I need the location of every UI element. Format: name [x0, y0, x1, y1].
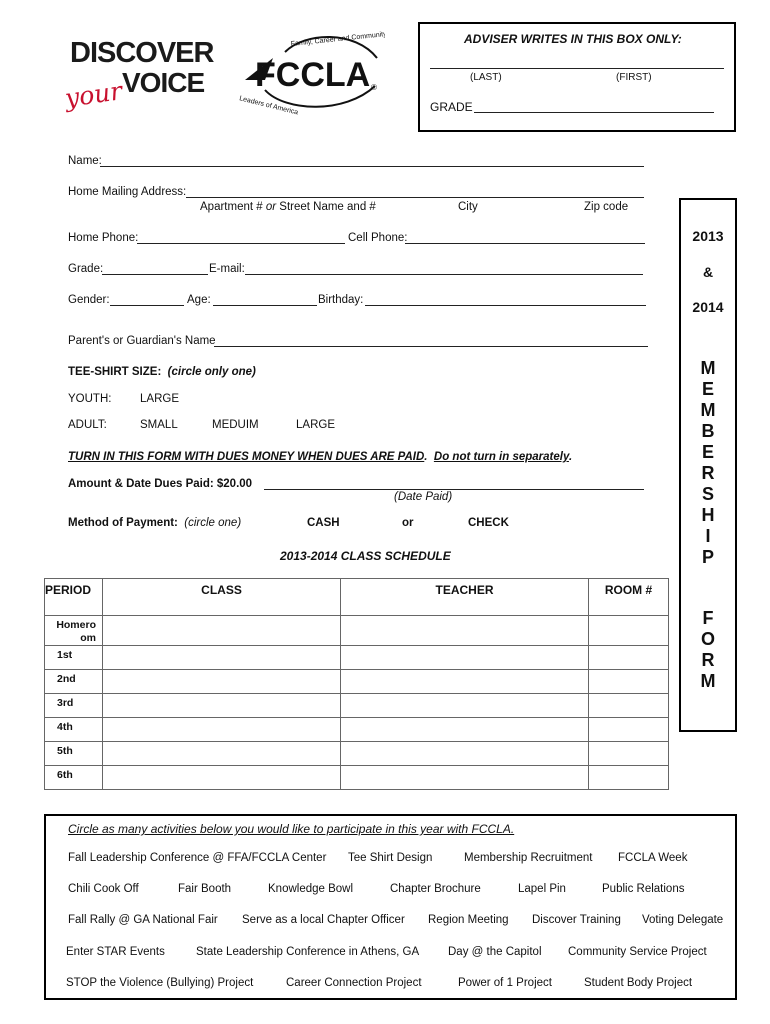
home-phone-field[interactable]: [137, 243, 345, 244]
room-header: ROOM #: [589, 579, 669, 616]
teacher-cell[interactable]: [341, 646, 589, 670]
period-homeroom: Homero om: [45, 616, 103, 646]
membership-letter: M: [700, 400, 716, 420]
class-cell[interactable]: [103, 766, 341, 790]
membership-letter: M: [700, 358, 716, 378]
membership-letter: S: [701, 484, 714, 504]
activity-item[interactable]: FCCLA Week: [618, 852, 688, 864]
logo-discover-text: DISCOVER: [70, 37, 214, 69]
home-phone-label: Home Phone:: [68, 232, 139, 244]
activity-item[interactable]: Region Meeting: [428, 914, 509, 926]
gender-field[interactable]: [110, 305, 184, 306]
year-2014: 2014: [692, 299, 724, 315]
form-letter: R: [701, 650, 715, 670]
table-row: [45, 742, 669, 766]
youth-size-large[interactable]: LARGE: [140, 393, 179, 405]
fccla-arc-bottom-text: Leaders of America: [238, 95, 299, 116]
class-cell[interactable]: [103, 718, 341, 742]
adviser-grade-label: GRADE: [430, 100, 473, 114]
logo-voice-text: VOICE: [122, 67, 205, 98]
class-schedule-table: [44, 578, 669, 790]
date-paid-field[interactable]: [264, 489, 644, 490]
tshirt-title: TEE-SHIRT SIZE: (circle only one): [68, 366, 256, 378]
teacher-header: TEACHER: [341, 579, 589, 616]
activity-item[interactable]: Knowledge Bowl: [268, 883, 354, 895]
period-5th: 5th: [45, 742, 103, 766]
adviser-box-title: ADVISER WRITES IN THIS BOX ONLY:: [464, 32, 682, 46]
activity-item[interactable]: Membership Recruitment: [464, 852, 593, 864]
class-cell[interactable]: [103, 670, 341, 694]
adviser-name-line[interactable]: [430, 68, 724, 69]
adviser-box: [418, 22, 736, 132]
table-row: [45, 766, 669, 790]
date-paid-hint: (Date Paid): [394, 491, 453, 503]
first-label: (FIRST): [616, 72, 652, 83]
table-row: [45, 670, 669, 694]
membership-letter: E: [701, 442, 714, 462]
city-hint: City: [458, 201, 478, 213]
room-cell[interactable]: [589, 670, 669, 694]
activity-item[interactable]: Serve as a local Chapter Officer: [242, 914, 405, 926]
period-3rd: 3rd: [45, 694, 103, 718]
class-cell[interactable]: [103, 646, 341, 670]
fccla-logo: [225, 28, 385, 116]
room-cell[interactable]: [589, 694, 669, 718]
last-label: (LAST): [470, 72, 502, 83]
adult-size-medium[interactable]: MEDUIM: [212, 419, 259, 431]
email-field[interactable]: [245, 274, 643, 275]
payment-method-label: Method of Payment: (circle one): [68, 517, 242, 529]
table-row: [45, 694, 669, 718]
class-cell[interactable]: [103, 742, 341, 766]
address-label: Home Mailing Address:: [68, 186, 187, 198]
room-cell[interactable]: [589, 718, 669, 742]
activity-item[interactable]: Power of 1 Project: [458, 977, 552, 989]
membership-letter: B: [701, 421, 715, 441]
membership-letter: I: [705, 526, 711, 546]
activities-box: [44, 814, 737, 1000]
year-ampersand: &: [702, 264, 714, 280]
activity-item[interactable]: Fair Booth: [178, 883, 232, 895]
membership-letter: H: [701, 505, 715, 525]
form-letter: M: [700, 671, 716, 691]
activity-item[interactable]: Fall Leadership Conference @ FFA/FCCLA Center: [68, 852, 327, 864]
cell-phone-field[interactable]: [405, 243, 645, 244]
activity-item[interactable]: Discover Training: [532, 914, 621, 926]
room-cell[interactable]: [589, 742, 669, 766]
activities-title: Circle as many activities below you would like to participate in this year with FCCLA.: [68, 822, 515, 836]
parent-field[interactable]: [214, 346, 648, 347]
membership-letter: R: [701, 463, 715, 483]
teacher-cell[interactable]: [341, 616, 589, 646]
email-label: E-mail:: [209, 263, 245, 275]
teacher-cell[interactable]: [341, 694, 589, 718]
activity-item[interactable]: Chapter Brochure: [390, 883, 481, 895]
form-letter: F: [702, 608, 714, 628]
name-label: Name:: [68, 155, 102, 167]
teacher-cell[interactable]: [341, 742, 589, 766]
adult-size-large[interactable]: LARGE: [296, 419, 335, 431]
address-field[interactable]: [186, 197, 644, 198]
activity-item[interactable]: Voting Delegate: [642, 914, 724, 926]
class-cell[interactable]: [103, 694, 341, 718]
adult-label: ADULT:: [68, 419, 107, 431]
logo-your-text: your: [63, 76, 124, 113]
payment-or: or: [402, 517, 414, 529]
class-header: CLASS: [103, 579, 341, 616]
class-cell[interactable]: [103, 616, 341, 646]
schedule-title: 2013-2014 CLASS SCHEDULE: [280, 549, 451, 563]
registered-mark: ®: [371, 83, 377, 92]
adult-size-small[interactable]: SMALL: [140, 419, 178, 431]
activity-item[interactable]: Enter STAR Events: [66, 946, 165, 958]
youth-label: YOUTH:: [68, 393, 112, 405]
room-cell[interactable]: [589, 616, 669, 646]
room-cell[interactable]: [589, 646, 669, 670]
membership-letter: P: [701, 547, 714, 567]
gender-label: Gender:: [68, 294, 110, 306]
membership-form-box: [679, 198, 737, 732]
period-6th: 6th: [45, 766, 103, 790]
form-letter: O: [700, 629, 715, 649]
payment-cash[interactable]: CASH: [307, 517, 340, 529]
teacher-cell[interactable]: [341, 670, 589, 694]
age-field[interactable]: [213, 305, 317, 306]
fccla-wordmark: FCCLA: [255, 56, 371, 94]
activity-item[interactable]: STOP the Violence (Bullying) Project: [66, 977, 254, 989]
apartment-hint: Apartment # or Street Name and #: [200, 201, 376, 213]
activity-item[interactable]: Community Service Project: [568, 946, 707, 958]
activity-item[interactable]: Lapel Pin: [518, 883, 566, 895]
period-2nd: 2nd: [45, 670, 103, 694]
age-label: Age:: [187, 294, 211, 306]
adviser-grade-line[interactable]: [474, 112, 714, 113]
period-1st: 1st: [45, 646, 103, 670]
grade-field[interactable]: [102, 274, 208, 275]
table-row: [45, 616, 669, 646]
year-2013: 2013: [692, 228, 724, 244]
zip-hint: Zip code: [584, 201, 629, 213]
parent-label: Parent's or Guardian's Name: [68, 335, 216, 347]
fccla-arc-top-text: Family, Career and Community: [290, 30, 385, 48]
period-4th: 4th: [45, 718, 103, 742]
activity-item[interactable]: Chili Cook Off: [68, 883, 139, 895]
activity-item[interactable]: Student Body Project: [584, 977, 693, 989]
teacher-cell[interactable]: [341, 718, 589, 742]
period-header: PERIOD: [45, 579, 103, 616]
grade-label: Grade:: [68, 263, 104, 275]
teacher-cell[interactable]: [341, 766, 589, 790]
membership-letter: E: [701, 379, 714, 399]
payment-check[interactable]: CHECK: [468, 517, 509, 529]
activity-item[interactable]: Fall Rally @ GA National Fair: [68, 914, 218, 926]
room-cell[interactable]: [589, 766, 669, 790]
birthday-label: Birthday:: [318, 294, 364, 306]
activity-item[interactable]: Day @ the Capitol: [448, 946, 542, 958]
activity-item[interactable]: Public Relations: [602, 883, 685, 895]
discover-your-voice-logo: [63, 37, 214, 118]
activity-item[interactable]: Career Connection Project: [286, 977, 422, 989]
name-field[interactable]: [100, 166, 644, 167]
dues-notice: TURN IN THIS FORM WITH DUES MONEY WHEN DUES ARE PAID. Do not turn in separately.: [68, 451, 573, 463]
schedule-header-row: [45, 579, 669, 616]
table-row: [45, 718, 669, 742]
birthday-field[interactable]: [365, 305, 646, 306]
table-row: [45, 646, 669, 670]
cell-phone-label: Cell Phone:: [348, 232, 408, 244]
amount-label: Amount & Date Dues Paid: $20.00: [68, 478, 253, 490]
activity-item[interactable]: State Leadership Conference in Athens, GA: [196, 946, 420, 958]
activity-item[interactable]: Tee Shirt Design: [348, 852, 433, 864]
